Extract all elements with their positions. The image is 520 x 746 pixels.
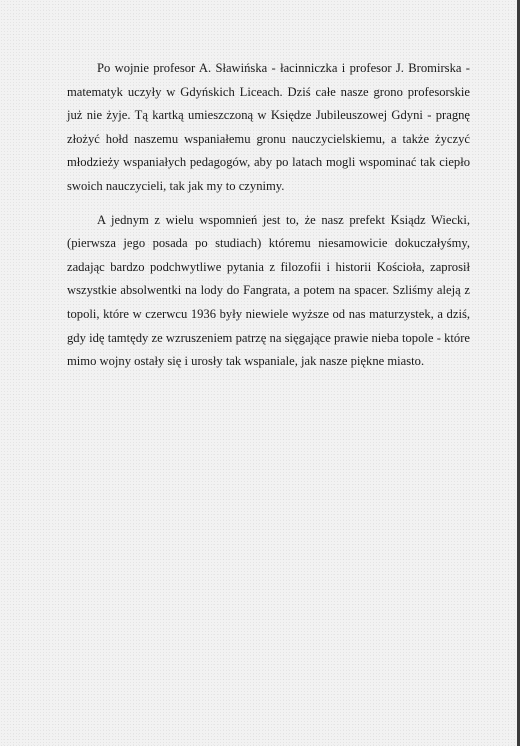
text-body [67,57,470,374]
paragraph-1: Po wojnie profesor A. Sławińska - łacinniczka i profesor J. Bromirska - matematyk uczyły w Gdyńskich Liceach. Dziś całe nasze grono profesorskie już nie żyje. Tą kartką umieszczoną w Księdze Jubileuszowej Gdyni - pragnę złożyć hołd naszemu wspaniałemu gronu nauczycielskiemu, a także życzyć młodzieży wspaniałych pedagogów, aby po latach mogli wspominać tak ciepło swoich nauczycieli, tak jak my to czynimy. [67,61,470,193]
paragraph-2: A jednym z wielu wspomnień jest to, że nasz prefekt Ksiądz Wiecki, (pierwsza jego posada po studiach) któremu niesamowicie dokuczałyśmy, zadając bardzo podchwytliwe pytania z filozofii i historii Kościoła, zaprosił wszystkie absolwentki na lody do Fangrata, a potem na spacer. Szliśmy aleją z topoli, które w czerwcu 1936 były niewiele wyższe od nas maturzystek, a dziś, gdy idę tamtędy ze wzruszeniem patrzę na sięgające prawie nieba topole - które mimo wojny ostały się i urosły tak wspaniale, jak nasze piękne miasto. [67,212,470,369]
